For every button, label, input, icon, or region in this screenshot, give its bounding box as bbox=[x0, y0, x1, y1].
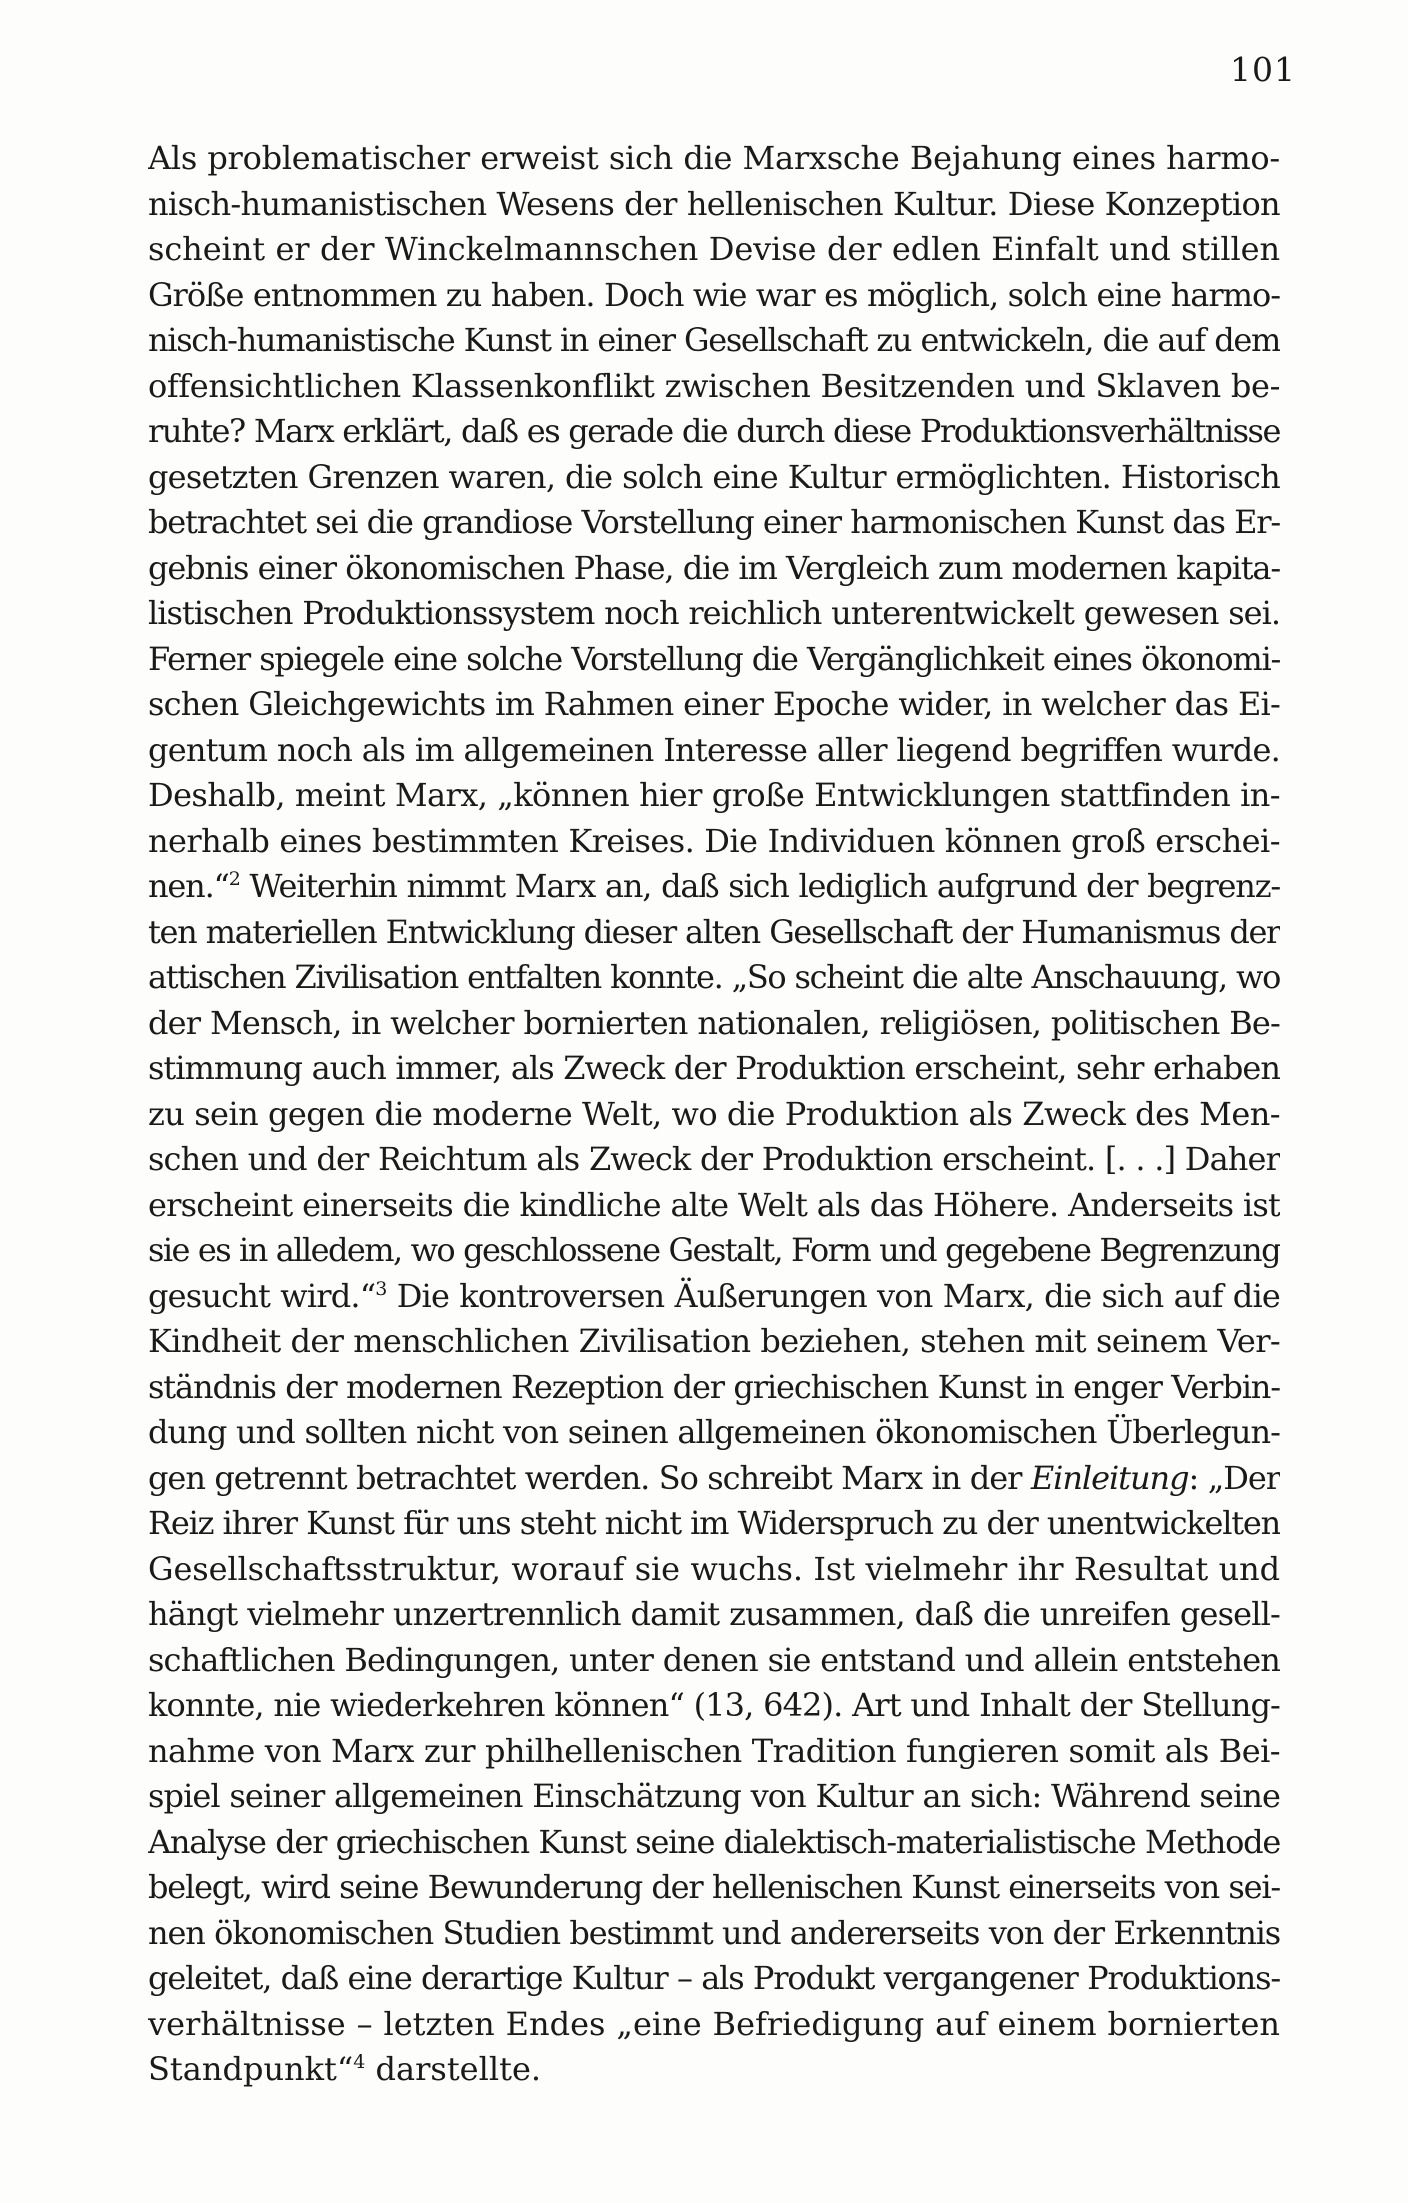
footnote-ref-2: 2 bbox=[228, 868, 240, 890]
line-tail: : „Der bbox=[1188, 1458, 1280, 1497]
text-line: nisch-humanistische Kunst in einer Gesellschaft zu entwickeln, die auf dem bbox=[148, 321, 1280, 359]
text-line: nen ökonomischen Studien bestimmt und andererseits von der Erkenntnis bbox=[148, 1913, 1280, 1952]
text-line: sie es in alledem, wo geschlossene Gestalt, Form und gegebene Begrenzung bbox=[148, 1231, 1280, 1269]
footnote-ref-3: 3 bbox=[375, 1277, 387, 1300]
text-line: zu sein gegen die moderne Welt, wo die Produktion als Zweck des Men- bbox=[148, 1094, 1280, 1133]
text-line bbox=[148, 1274, 1280, 1320]
line-rest: darstellte. bbox=[375, 2050, 542, 2088]
italic-title: Einleitung bbox=[1030, 1458, 1189, 1497]
text-line: listischen Produktionssystem noch reichlich unterentwickelt gewesen sei. bbox=[148, 594, 1280, 632]
text-line: scheint er der Winckelmannschen Devise der edlen Einfalt und stillen bbox=[148, 230, 1280, 268]
text-line: betrachtet sei die grandiose Vorstellung einer harmonischen Kunst das Er- bbox=[148, 503, 1280, 541]
text-line: Deshalb, meint Marx, „können hier große Entwicklungen stattfinden in- bbox=[148, 776, 1280, 814]
text-line: Größe entnommen zu haben. Doch wie war es möglich, solch eine harmo- bbox=[148, 275, 1280, 314]
text-line: hängt vielmehr unzertrennlich damit zusammen, daß die unreifen gesell- bbox=[148, 1595, 1280, 1633]
text-line: dung und sollten nicht von seinen allgemeinen ökonomischen Überlegun- bbox=[148, 1413, 1280, 1451]
text-line: schen Gleichgewichts im Rahmen einer Epoche wider, in welcher das Ei- bbox=[148, 685, 1280, 723]
quote-end: gesucht wird.“ bbox=[148, 1276, 376, 1315]
quote-end: Standpunkt“ bbox=[148, 2050, 354, 2088]
line-rest: Weiterhin nimmt Marx an, daß sich lediglich aufgrund der begrenz- bbox=[249, 867, 1280, 905]
text-line: gebnis einer ökonomischen Phase, die im Vergleich zum modernen kapita- bbox=[148, 548, 1280, 587]
text-line: schen und der Reichtum als Zweck der Produktion erscheint. [. . .] Daher bbox=[148, 1140, 1280, 1178]
text-line: spiel seiner allgemeinen Einschätzung von Kultur an sich: Während seine bbox=[148, 1777, 1280, 1815]
text-line: der Mensch, in welcher bornierten nationalen, religiösen, politischen Be- bbox=[148, 1003, 1280, 1042]
text-line: gesetzten Grenzen waren, die solch eine Kultur ermöglichten. Historisch bbox=[148, 457, 1280, 496]
text-line: geleitet, daß eine derartige Kultur – als Produkt vergangener Produktions- bbox=[148, 1959, 1280, 1997]
text-line bbox=[148, 864, 1280, 910]
text-line bbox=[148, 2047, 1280, 2093]
text-line: attischen Zivilisation entfalten konnte. „So scheint die alte Anschauung, wo bbox=[148, 958, 1280, 996]
text-line: ruhte? Marx erklärt, daß es gerade die durch diese Produktionsverhältnisse bbox=[148, 412, 1280, 450]
text-line: ten materiellen Entwicklung dieser alten Gesellschaft der Humanismus der bbox=[148, 912, 1280, 951]
text-line: konnte, nie wiederkehren können“ (13, 642). Art und Inhalt der Stellung- bbox=[148, 1686, 1280, 1724]
footnote-ref-4: 4 bbox=[353, 2051, 366, 2073]
text-line: Analyse der griechischen Kunst seine dialektisch-materialistische Methode bbox=[148, 1822, 1280, 1861]
text-line: nahme von Marx zur philhellenischen Tradition fungieren somit als Bei- bbox=[148, 1731, 1280, 1770]
text-line: erscheint einerseits die kindliche alte Welt als das Höhere. Anderseits ist bbox=[148, 1185, 1280, 1224]
text-line: belegt, wird seine Bewunderung der hellenischen Kunst einerseits von sei- bbox=[148, 1868, 1280, 1906]
text-line: Als problematischer erweist sich die Marxsche Bejahung eines harmo- bbox=[148, 139, 1280, 177]
text-line: offensichtlichen Klassenkonflikt zwischen Besitzenden und Sklaven be- bbox=[148, 366, 1280, 405]
text-line: verhältnisse – letzten Endes „eine Befriedigung auf einem bornierten bbox=[148, 2004, 1280, 2043]
text-line: Kindheit der menschlichen Zivilisation beziehen, stehen mit seinem Ver- bbox=[148, 1322, 1280, 1360]
text-line: nisch-humanistischen Wesens der hellenischen Kultur. Diese Konzeption bbox=[148, 184, 1280, 223]
text-line: Reiz ihrer Kunst für uns steht nicht im Widerspruch zu der unentwickelten bbox=[148, 1504, 1280, 1542]
text-line: gentum noch als im allgemeinen Interesse aller liegend begriffen wurde. bbox=[148, 730, 1280, 769]
text-line: ständnis der modernen Rezeption der griechischen Kunst in enger Verbin- bbox=[148, 1367, 1280, 1406]
quote-end: nen.“ bbox=[148, 867, 229, 905]
text-line: Gesellschaftsstruktur, worauf sie wuchs. Ist vielmehr ihr Resultat und bbox=[148, 1549, 1280, 1588]
text-line: stimmung auch immer, als Zweck der Produktion erscheint, sehr erhaben bbox=[148, 1049, 1280, 1087]
text-line: nerhalb eines bestimmten Kreises. Die Individuen können groß erschei- bbox=[148, 821, 1280, 860]
text-line bbox=[148, 1456, 1280, 1502]
page-number: 101 bbox=[1230, 50, 1296, 89]
text-line: Ferner spiegele eine solche Vorstellung die Vergänglichkeit eines ökonomi- bbox=[148, 639, 1280, 678]
body-paragraph bbox=[148, 136, 1280, 2093]
text-line: schaftlichen Bedingungen, unter denen sie entstand und allein entstehen bbox=[148, 1640, 1280, 1679]
line-rest: Die kontroversen Äußerungen von Marx, die sich auf die bbox=[396, 1276, 1280, 1315]
line-head: gen getrennt betrachtet werden. So schreibt Marx in der bbox=[148, 1458, 1022, 1497]
